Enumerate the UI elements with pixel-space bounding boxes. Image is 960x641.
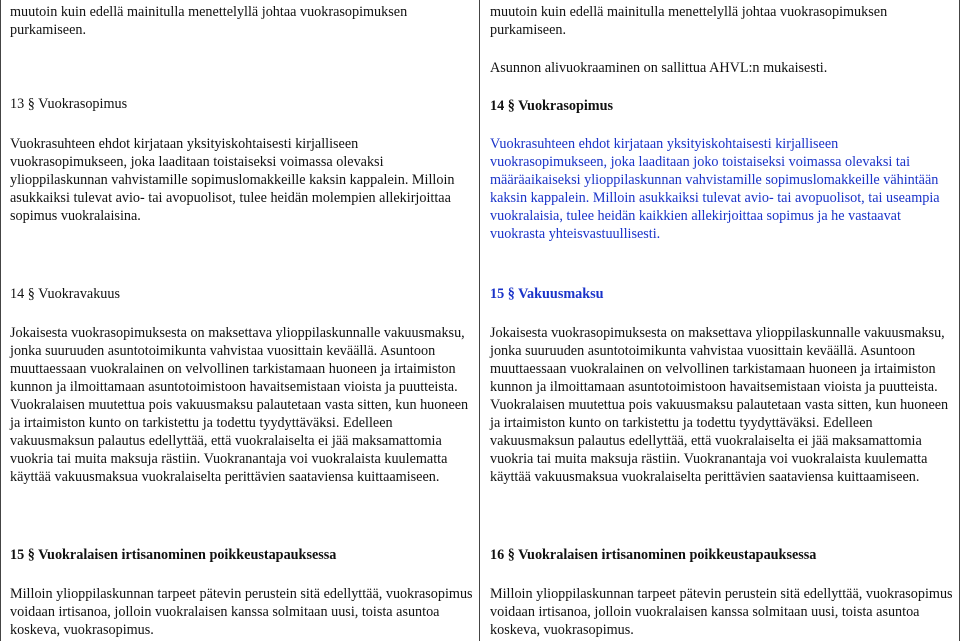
right-section-16-body: Milloin ylioppilaskunnan tarpeet pätevin perustein sitä edellyttää, vuokrasopimus voidaan irtisanoa, jolloin vuokralaisen kanssa solmitaan uusi, toista asuntoa koskeva, vuokrasopimus. (490, 586, 953, 638)
left-section-15-body: Milloin ylioppilaskunnan tarpeet pätevin perustein sitä edellyttää, vuokrasopimus voidaan irtisanoa, jolloin vuokralaisen kanssa solmitaan uusi, toista asuntoa koskeva, vuokrasopimus. (10, 586, 473, 638)
right-section-15-body: Jokaisesta vuokrasopimuksesta on maksettava ylioppilaskunnalle vakuusmaksu, jonka suuruuden asuntotoimikunta vahvistaa vuosittain keväällä. Asuntoon muuttaessaan vuokralainen on velvollinen tarkistamaan huoneen ja irtaimiston kunnon ja ilmoittamaan asuntotoimistoon havaitsemistaan vioista ja puutteista. Vuokralaisen muutettua pois vakuusmaksu palautetaan vasta sitten, kun huoneen ja irtaimiston kunto on tarkistettu ja todettu tyydyttäväksi. Edelleen vakuusmaksun palautus edellyttää, että vuokralaiselta ei jää maksamattomia vuokria tai muita maksuja rästiin. Vuokranantaja voi vuokralaista kuulematta käyttää vakuusmaksua vuokralaiselta perittävien saataviensa kuittaamiseen. (490, 325, 949, 485)
left-section-15-heading: 15 § Vuokralaisen irtisanominen poikkeustapauksessa (10, 547, 337, 563)
left-section-14-body: Jokaisesta vuokrasopimuksesta on maksettava ylioppilaskunnalle vakuusmaksu, jonka suuruuden asuntotoimikunta vahvistaa vuosittain keväällä. Asuntoon muuttaessaan vuokralainen on velvollinen tarkistamaan huoneen ja irtaimiston kunnon ja ilmoittamaan asuntotoimistoon havaitsemistaan vioista ja puutteista. Vuokralaisen muutettua pois vakuusmaksu palautetaan vasta sitten, kun huoneen ja irtaimiston kunto on tarkistettu ja todettu tyydyttäväksi. Edelleen vakuusmaksun palautus edellyttää, että vuokralaiselta ei jää maksamattomia vuokria tai muita maksuja rästiin. Vuokranantaja voi vuokralaista kuulematta käyttää vakuusmaksua vuokralaiselta perittävien saataviensa kuittaamiseen. (10, 325, 469, 485)
right-section-14-body: Vuokrasuhteen ehdot kirjataan yksityiskohtaisesti kirjalliseen vuokrasopimukseen, joka laaditaan joko toistaiseksi voimassa olevaksi tai määräaikaiseksi ylioppilaskunnan vahvistamille sopimuslomakkeille vähintään kaksin kappalein. Milloin asukkaiksi tulevat avio- tai avopuolisot, tai useampia vuokralaisia, tulee heidän kaikkien allekirjoittaa sopimus ja he vastaavat vuokrasta yhteisvastuullisesti. (490, 136, 940, 242)
left-section-13-heading: 13 § Vuokrasopimus (10, 96, 128, 112)
right-section-16-heading: 16 § Vuokralaisen irtisanominen poikkeustapauksessa (490, 547, 817, 563)
right-section-15-heading: 15 § Vakuusmaksu (490, 286, 604, 302)
right-intro-text: muutoin kuin edellä mainitulla menettelyllä johtaa vuokrasopimuksen purkamiseen. (490, 4, 888, 38)
left-section-14-heading: 14 § Vuokravakuus (10, 286, 121, 302)
left-intro-text: muutoin kuin edellä mainitulla menettelyllä johtaa vuokrasopimuksen purkamiseen. (10, 4, 408, 38)
right-column-revised (479, 0, 960, 641)
left-section-13-body: Vuokrasuhteen ehdot kirjataan yksityiskohtaisesti kirjalliseen vuokrasopimukseen, joka laaditaan toistaiseksi voimassa olevaksi ylioppilaskunnan vahvistamille sopimuslomakkeille kaksin kappalein. Milloin asukkaiksi tulevat avio- tai avopuolisot, tulee heidän molempien allekirjoittaa sopimus vuokralaisina. (10, 136, 455, 224)
right-sublet-text: Asunnon alivuokraaminen on sallittua AHVL:n mukaisesti. (490, 60, 828, 76)
left-column-original (1, 0, 479, 641)
right-section-14-heading: 14 § Vuokrasopimus (490, 98, 614, 114)
